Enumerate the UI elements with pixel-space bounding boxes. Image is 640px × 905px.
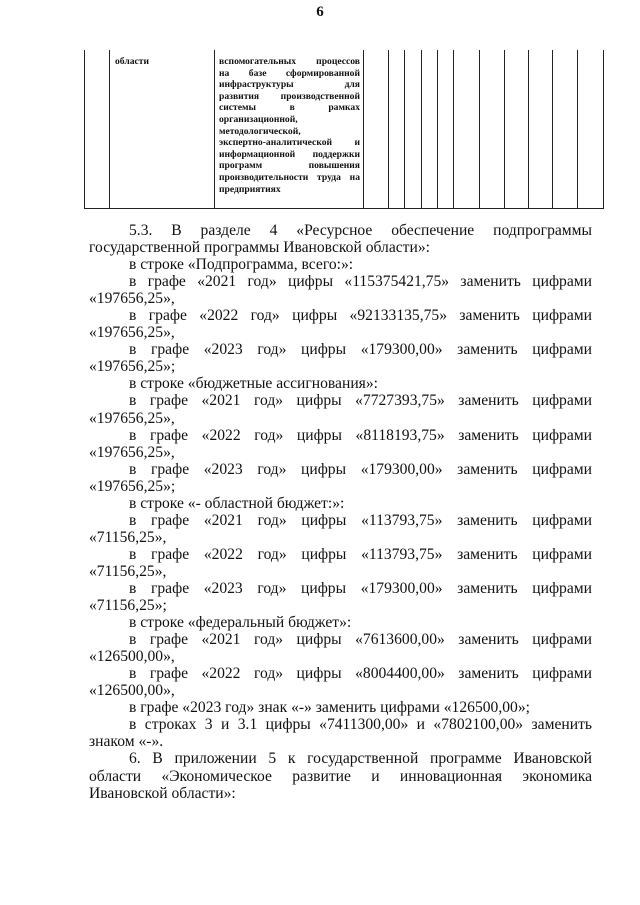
table-cell-empty <box>553 50 578 209</box>
paragraph-line: «197656,25», <box>89 409 175 427</box>
paragraph-line: «197656,25»; <box>89 477 176 495</box>
paragraph-line: «197656,25», <box>89 324 175 342</box>
table-cell-name <box>110 50 215 209</box>
table-cell-number <box>85 50 110 209</box>
paragraph-line: государственной программы Ивановской области»: <box>89 239 430 257</box>
paragraph-line: знаком «-». <box>89 733 164 751</box>
table-cell-empty <box>454 50 480 209</box>
paragraph <box>89 750 592 801</box>
paragraph <box>89 665 592 699</box>
table-cell-empty <box>389 50 405 209</box>
paragraph <box>89 716 592 750</box>
paragraph-line: «197656,25», <box>89 443 175 461</box>
table-cell-line: предприятиях <box>219 183 281 195</box>
paragraph <box>89 392 592 426</box>
table-cell-empty <box>405 50 422 209</box>
paragraph-line: «197656,25», <box>89 290 175 308</box>
paragraph-line: «197656,25»; <box>89 358 176 376</box>
paragraph-line: Ивановской области»: <box>89 784 236 802</box>
paragraph <box>89 222 592 256</box>
paragraph <box>89 580 592 614</box>
paragraph-line: в графе «2021 год» цифры «7727393,75» заменить цифрами <box>129 392 592 410</box>
paragraph-line: в графе «2023 год» цифры «179300,00» заменить цифрами <box>129 460 592 478</box>
paragraph-line: в графе «2023 год» знак «-» заменить цифрами «126500,00»; <box>129 699 530 717</box>
paragraph-line: в графе «2023 год» цифры «179300,00» заменить цифрами <box>129 341 592 359</box>
table-cell-line: методологической, <box>219 125 301 137</box>
paragraph-line: 6. В приложении 5 к государственной программе Ивановской <box>129 750 592 768</box>
table-cell-line: инфраструктуры для <box>219 79 360 91</box>
table-cell-line: на базе сформированной <box>219 67 360 79</box>
table-cell-empty <box>505 50 529 209</box>
page-number: 6 <box>316 4 324 20</box>
paragraph-line: в графе «2021 год» цифры «7613600,00» заменить цифрами <box>129 631 592 649</box>
paragraph-line: в строке «бюджетные ассигнования»: <box>129 375 378 393</box>
paragraph-line: в графе «2023 год» цифры «179300,00» заменить цифрами <box>129 579 592 597</box>
table-cell-name-text: области <box>115 56 150 67</box>
paragraph-line: «71156,25»; <box>89 597 167 615</box>
paragraph <box>89 546 592 580</box>
paragraph-line: в графе «2022 год» цифры «8118193,75» заменить цифрами <box>129 426 592 444</box>
continuation-table <box>84 50 604 209</box>
paragraph <box>89 307 592 341</box>
table-cell-line: экспертно-аналитической и <box>219 137 360 149</box>
table-cell-empty <box>438 50 454 209</box>
table-cell-empty <box>578 50 604 209</box>
table-cell-line: развития производственной <box>219 90 360 102</box>
paragraph-line: «126500,00», <box>89 682 175 700</box>
table-cell-empty <box>480 50 505 209</box>
paragraph <box>89 427 592 461</box>
paragraph-line: в графе «2022 год» цифры «8004400,00» заменить цифрами <box>129 665 592 683</box>
paragraph <box>89 614 592 631</box>
paragraph-line: в графе «2022 год» цифры «113793,75» заменить цифрами <box>129 545 592 563</box>
table-cell-empty <box>422 50 438 209</box>
paragraph <box>89 375 592 392</box>
table-cell-line: информационной поддержки <box>219 148 360 160</box>
paragraph-line: в строке «федеральный бюджет»: <box>129 614 352 632</box>
paragraph <box>89 256 592 273</box>
paragraph-line: в строках 3 и 3.1 цифры «7411300,00» и «7802100,00» заменить <box>129 716 592 734</box>
paragraph-line: в графе «2021 год» цифры «113793,75» заменить цифрами <box>129 511 592 529</box>
paragraph <box>89 495 592 512</box>
paragraph-line: в графе «2022 год» цифры «92133135,75» заменить цифрами <box>129 307 592 325</box>
paragraph <box>89 699 592 716</box>
table-cell-line: производительности труда на <box>219 171 360 183</box>
paragraph <box>89 341 592 375</box>
paragraph-line: «71156,25», <box>89 562 167 580</box>
table-cell-line: организационной, <box>219 113 298 125</box>
paragraph-line: в графе «2021 год» цифры «115375421,75» заменить цифрами <box>129 273 592 291</box>
table-cell-line: вспомогательных процессов <box>219 56 360 67</box>
paragraph-line: в строке «Подпрограмма, всего:»: <box>129 256 354 274</box>
paragraph-line: области «Экономическое развитие и инновационная экономика <box>89 767 592 785</box>
paragraph <box>89 512 592 546</box>
paragraph <box>89 273 592 307</box>
paragraph-line: 5.3. В разделе 4 «Ресурсное обеспечение подпрограммы <box>129 222 592 239</box>
paragraph <box>89 631 592 665</box>
table-cell-description <box>215 50 364 209</box>
table-row <box>85 50 604 209</box>
table-cell-line: программ повышения <box>219 160 360 172</box>
paragraph-line: в строке «- областной бюджет:»: <box>129 494 345 512</box>
paragraph-line: «126500,00», <box>89 648 175 666</box>
table-cell-line: системы в рамках <box>219 102 360 114</box>
table-cell-empty <box>364 50 389 209</box>
table-cell-empty <box>529 50 553 209</box>
paragraph-line: «71156,25», <box>89 528 167 546</box>
document-body <box>89 222 592 802</box>
paragraph <box>89 461 592 495</box>
